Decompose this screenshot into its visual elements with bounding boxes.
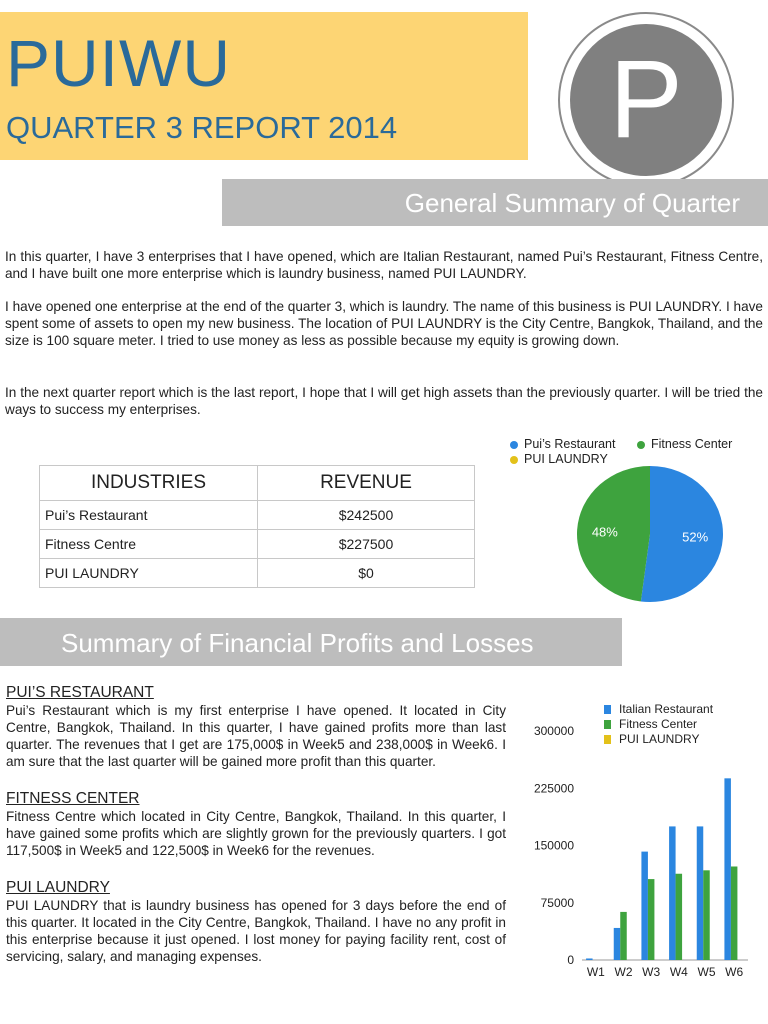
legend-label: PUI LAUNDRY: [524, 452, 608, 466]
legend-label: PUI LAUNDRY: [619, 732, 700, 746]
bar: [614, 928, 621, 960]
section-title-laundry: PUI LAUNDRY: [6, 879, 110, 896]
y-tick-label: 225000: [533, 781, 574, 796]
bar: [703, 870, 710, 960]
pie-chart: [570, 462, 730, 606]
legend-swatch: [510, 456, 518, 464]
x-tick-label: W4: [669, 965, 688, 979]
section-title-fitness: FITNESS CENTER: [6, 790, 140, 807]
general-summary-band: [222, 179, 768, 226]
x-tick-label: W1: [586, 965, 605, 979]
summary-paragraph: In the next quarter report which is the last report, I hope that I will get high assets than the previously quarter. I will be tried the ways to success my enterprises.: [5, 385, 763, 417]
legend-swatch: [510, 441, 518, 449]
x-tick-label: W3: [642, 965, 661, 979]
company-name: PUIWU: [6, 26, 231, 100]
table-header: REVENUE: [258, 466, 475, 501]
table-cell: $227500: [258, 530, 475, 559]
summary-paragraph: In this quarter, I have 3 enterprises that I have opened, which are Italian Restaurant, named Pui’s Restaurant, Fitness Centre, and I have built one more enterprise which is laundry business, named PUI LAUNDRY.: [5, 249, 763, 281]
y-tick-label: 0: [567, 953, 574, 967]
summary-paragraph: I have opened one enterprise at the end of the quarter 3, which is laundry. The name of this business is PUI LAUNDRY. I have spent some of assets to open my new business. The location of PUI LAUNDRY is the City Centre, Bangkok, Thailand, and the size is 100 square meter. I tried to use money as less as possible because my equity is growing down.: [5, 299, 763, 348]
bar: [676, 874, 683, 960]
bar: [641, 852, 648, 960]
bar: [669, 826, 676, 960]
x-tick-label: W6: [725, 965, 744, 979]
bar-chart: [520, 696, 768, 984]
legend-label: Fitness Center: [651, 437, 733, 451]
finance-summary-title: Summary of Financial Profits and Losses: [61, 628, 534, 658]
bar: [697, 826, 704, 960]
legend-swatch: [604, 720, 611, 729]
legend-swatch: [604, 735, 611, 744]
section-body-restaurant: Pui’s Restaurant which is my first enterprise I have opened. It located in City Centre, Bangkok, Thailand. In this quarter, I have gained profits more than last quarter. The revenues that I get are 175,000$ in Week5 and 238,000$ in Week6. I am sure that the last quarter will be gained more profit than this quarter.: [6, 703, 506, 769]
table-row: [40, 501, 475, 530]
table-row: [40, 530, 475, 559]
y-tick-label: 300000: [533, 724, 574, 738]
bar: [648, 879, 654, 960]
table-cell: Pui’s Restaurant: [40, 501, 258, 530]
bar: [724, 778, 731, 960]
legend-label: Pui’s Restaurant: [524, 437, 616, 451]
table-header-row: [40, 466, 475, 501]
pie-legend-item: [637, 437, 732, 451]
table-row: [40, 559, 475, 588]
y-tick-label: 150000: [533, 838, 574, 853]
bar: [620, 912, 627, 960]
revenue-table: [39, 465, 475, 588]
logo-letter: P: [570, 24, 722, 176]
x-tick-label: W2: [614, 965, 633, 979]
pie-data-label: 52%: [682, 529, 709, 545]
table-header: INDUSTRIES: [40, 466, 258, 501]
section-body-fitness: Fitness Centre which located in City Centre, Bangkok, Thailand. In this quarter, I have gained some profits which are slightly grown for the previously quarters. I got 117,500$ in Week5 and 122,500$ in Week6 for the revenues.: [6, 809, 506, 858]
table-cell: Fitness Centre: [40, 530, 258, 559]
legend-label: Italian Restaurant: [619, 702, 714, 716]
logo: [558, 12, 734, 188]
table-cell: $0: [258, 559, 475, 588]
finance-summary-band: [0, 618, 622, 666]
section-title-restaurant: PUI’S RESTAURANT: [6, 684, 154, 701]
x-tick-label: W5: [697, 965, 716, 979]
y-tick-label: 75000: [540, 895, 574, 910]
legend-swatch: [637, 441, 645, 449]
pie-legend-item: [510, 437, 616, 451]
section-body-laundry: PUI LAUNDRY that is laundry business has opened for 3 days before the end of this quarter. It located in the City Centre, Bangkok, Thailand. I have no any profit in this enterprise because it just opened. I lost money for paying facility rent, cost of servicing, salary, and managing expenses.: [6, 898, 506, 964]
general-summary-title: General Summary of Quarter: [404, 188, 740, 218]
table-cell: $242500: [258, 501, 475, 530]
legend-swatch: [604, 705, 611, 714]
pie-data-label: 48%: [591, 524, 618, 540]
report-title: QUARTER 3 REPORT 2014: [6, 110, 398, 145]
bar: [586, 958, 593, 960]
legend-label: Fitness Center: [619, 717, 698, 731]
table-cell: PUI LAUNDRY: [40, 559, 258, 588]
bar: [731, 866, 738, 960]
